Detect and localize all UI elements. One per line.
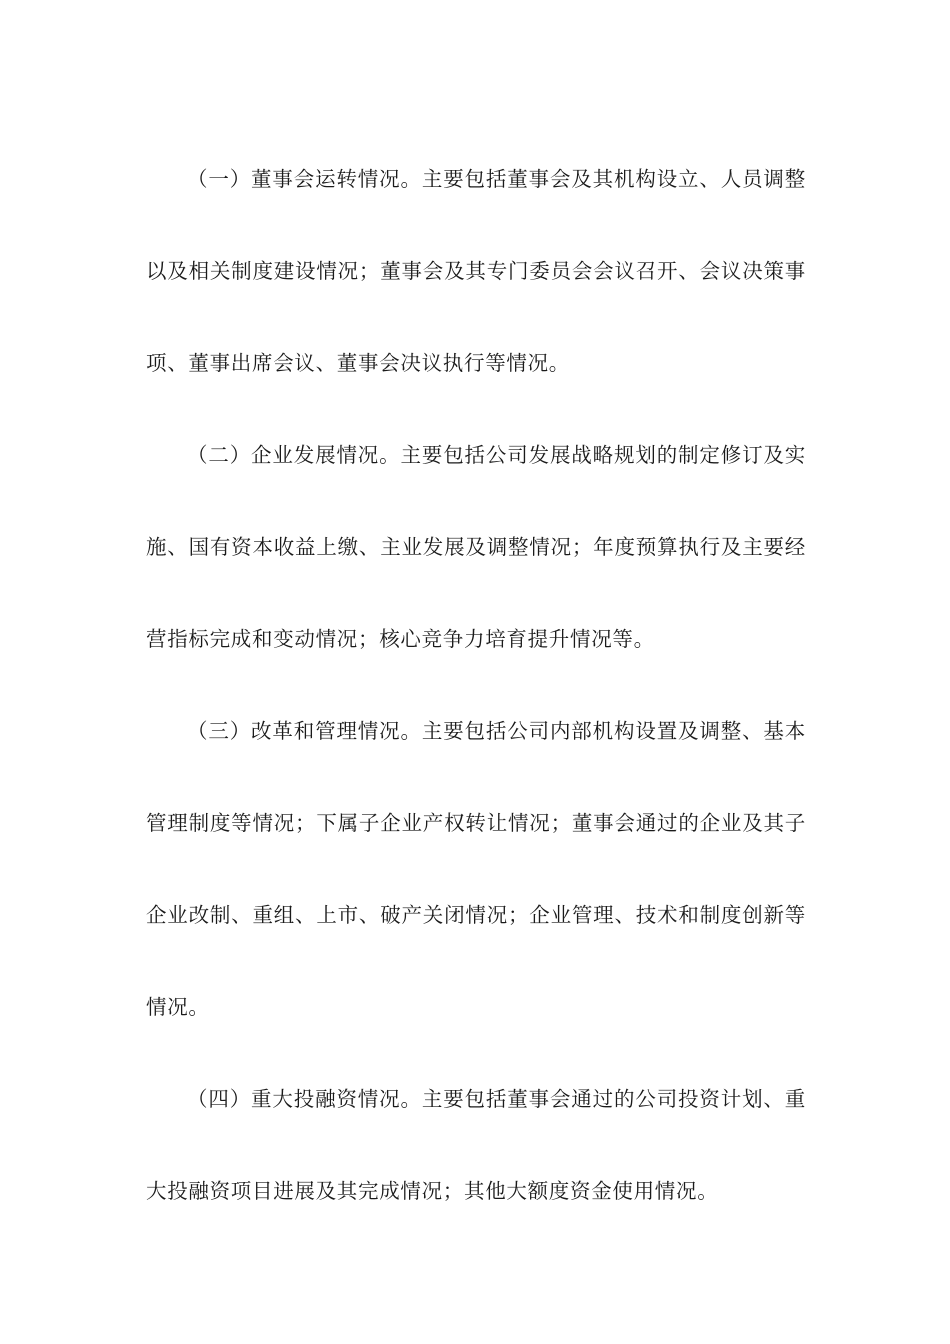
document-body [146, 133, 806, 1237]
paragraph-reform-management: （三）改革和管理情况。主要包括公司内部机构设置及调整、基本管理制度等情况；下属子企业产权转让情况；董事会通过的企业及其子企业改制、重组、上市、破产关闭情况；企业管理、技术和制度创新等情况。 [146, 719, 806, 1019]
paragraph-enterprise-development: （二）企业发展情况。主要包括公司发展战略规划的制定修订及实施、国有资本收益上缴、主业发展及调整情况；年度预算执行及主要经营指标完成和变动情况；核心竞争力培育提升情况等。 [146, 443, 806, 651]
paragraph-board-operation: （一）董事会运转情况。主要包括董事会及其机构设立、人员调整以及相关制度建设情况；董事会及其专门委员会会议召开、会议决策事项、董事出席会议、董事会决议执行等情况。 [146, 167, 806, 375]
paragraph-investment-financing: （四）重大投融资情况。主要包括董事会通过的公司投资计划、重大投融资项目进展及其完成情况；其他大额度资金使用情况。 [146, 1087, 806, 1203]
